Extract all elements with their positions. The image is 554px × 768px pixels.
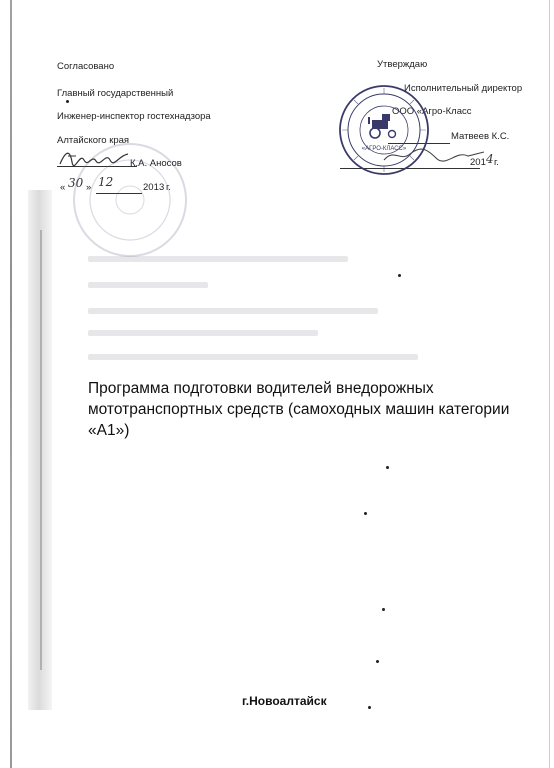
date-month: 12 xyxy=(98,175,114,189)
date-close-quote: » xyxy=(86,182,92,193)
date-year-prefix: 201 xyxy=(143,182,159,193)
date-day: 30 xyxy=(68,176,84,190)
ghost-line xyxy=(88,256,348,262)
speck xyxy=(364,512,367,515)
faint-round-stamp xyxy=(70,140,190,260)
agreed-label: Согласовано xyxy=(57,61,115,72)
organization-stamp xyxy=(338,84,430,176)
inspector-line-2: Инженер-инспектор гостехнадзора xyxy=(57,111,211,122)
speck xyxy=(368,706,371,709)
inspector-line-1: Главный государственный xyxy=(57,88,174,99)
speck xyxy=(66,100,69,103)
page-edge-right xyxy=(549,0,550,768)
ghost-line xyxy=(88,308,378,314)
organization-name: ООО «Агро-Класс xyxy=(392,106,472,117)
year-prefix-right: 201 xyxy=(470,157,486,168)
tractor-icon xyxy=(368,114,396,138)
year-digit-right: 4 xyxy=(486,152,494,166)
speck xyxy=(376,660,379,663)
ghost-line xyxy=(88,354,418,360)
speck xyxy=(398,274,401,277)
speck xyxy=(382,608,385,611)
director-name: Матвеев К.С. xyxy=(451,131,510,142)
program-title: Программа подготовки водителей внедорожных мототранспортных средств (самоходных машин категории «А1») xyxy=(88,380,510,439)
ghost-line xyxy=(88,330,318,336)
city-name: г.Новоалтайск xyxy=(242,694,327,708)
date-year-suffix: г. xyxy=(166,182,171,193)
inspector-line-3: Алтайского края xyxy=(57,135,130,146)
ghost-line xyxy=(88,282,208,288)
approved-label: Утверждаю xyxy=(377,59,428,70)
speck xyxy=(386,466,389,469)
page-edge-shadow xyxy=(10,0,12,768)
year-suffix-right: г. xyxy=(494,157,499,168)
svg-text:«АГРО-КЛАСС»: «АГРО-КЛАСС» xyxy=(361,146,407,152)
inspector-name: К.А. Аносов xyxy=(130,158,182,169)
director-title: Исполнительный директор xyxy=(404,83,523,94)
binding-line xyxy=(40,230,42,670)
date-year-digit: 3 xyxy=(159,182,165,193)
date-open-quote: « xyxy=(60,182,66,193)
